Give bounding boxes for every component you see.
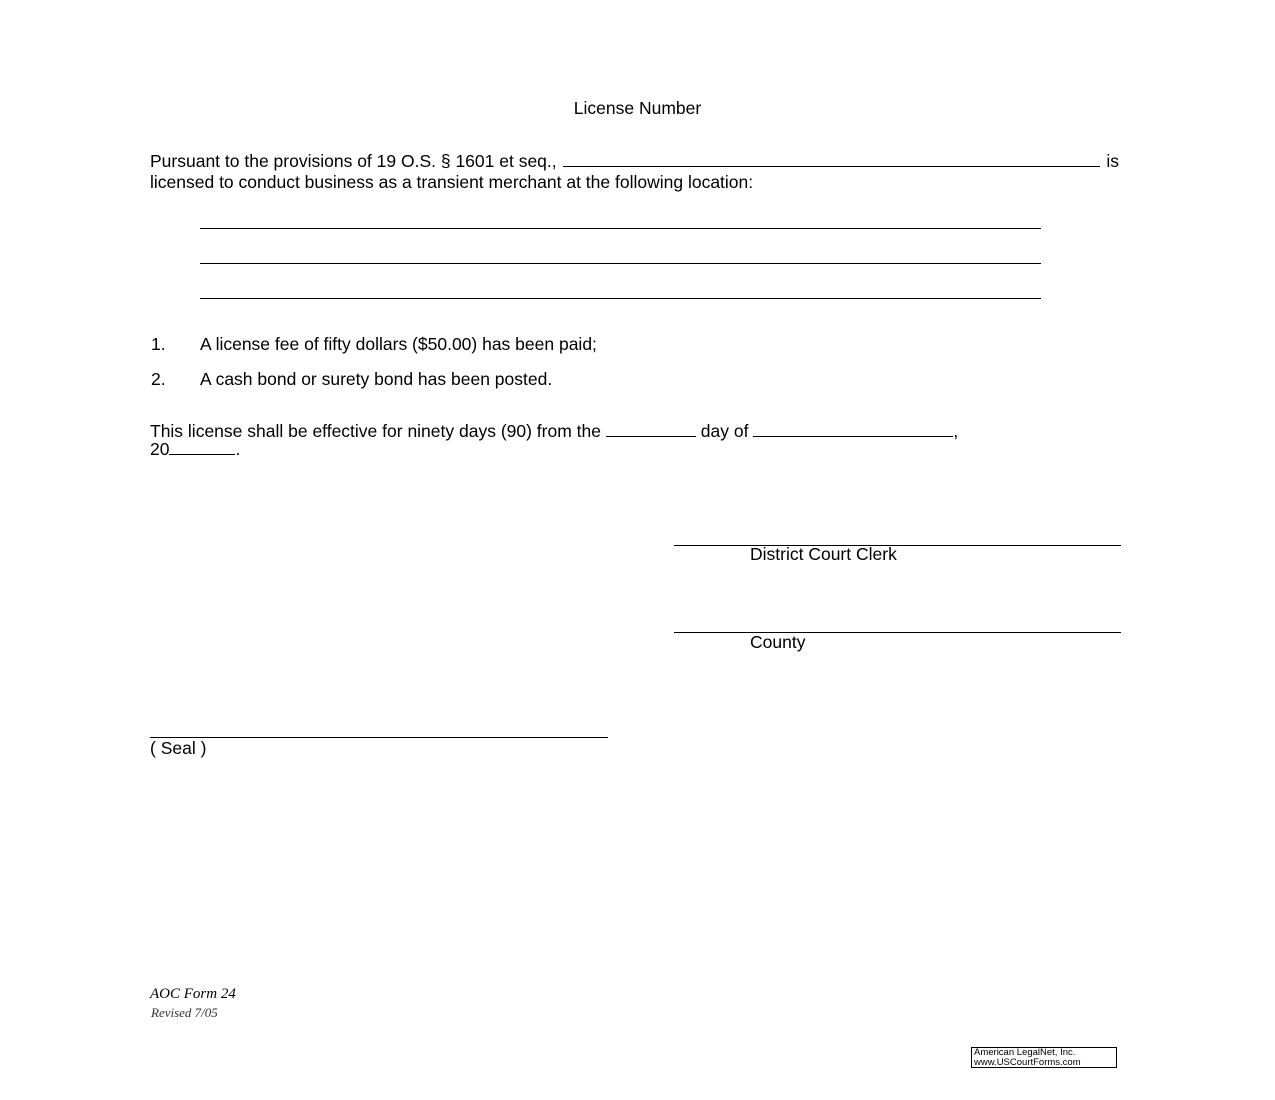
day-blank[interactable]	[606, 435, 696, 437]
location-line-3[interactable]	[200, 298, 1041, 299]
month-blank[interactable]	[753, 435, 953, 437]
item-number-1: 1.	[151, 334, 166, 354]
effective-paragraph	[150, 421, 958, 460]
item-text-1: A license fee of fifty dollars ($50.00) has been paid;	[200, 334, 597, 354]
publisher-stamp	[971, 1047, 1117, 1068]
effective-line-1	[150, 421, 958, 442]
clerk-label: District Court Clerk	[750, 544, 897, 564]
effective-text-2: day of	[700, 421, 749, 441]
intro-line-1	[150, 151, 1119, 172]
county-signature-line[interactable]	[674, 632, 1121, 633]
intro-line-2: licensed to conduct business as a transient merchant at the following location:	[150, 172, 754, 192]
intro-text-before-blank: Pursuant to the provisions of 19 O.S. § 1601 et seq.,	[150, 151, 557, 171]
year-suffix: .	[235, 439, 241, 459]
form-revised: Revised 7/05	[151, 1005, 218, 1020]
form-id: AOC Form 24	[150, 986, 236, 1002]
clerk-signature-line[interactable]	[674, 545, 1121, 546]
item-number-2: 2.	[151, 369, 166, 389]
intro-paragraph	[150, 151, 1125, 193]
location-line-2[interactable]	[200, 263, 1041, 264]
effective-text-3: ,	[953, 421, 959, 441]
seal-line[interactable]	[150, 737, 608, 738]
intro-text-after-blank: is	[1106, 151, 1119, 171]
seal-label: ( Seal )	[150, 738, 207, 758]
effective-text-1: This license shall be effective for ninety days (90) from the	[150, 421, 602, 441]
stamp-line-2: www.USCourtForms.com	[974, 1057, 1081, 1068]
merchant-name-blank[interactable]	[563, 165, 1101, 167]
item-text-2: A cash bond or surety bond has been posted.	[200, 369, 553, 389]
stamp-line-1: American LegalNet, Inc.	[974, 1047, 1076, 1058]
location-line-1[interactable]	[200, 228, 1041, 229]
year-blank[interactable]	[169, 453, 235, 455]
county-label: County	[750, 632, 806, 652]
effective-line-2	[150, 439, 958, 460]
document-title: License Number	[573, 98, 702, 118]
year-prefix: 20	[150, 439, 170, 459]
